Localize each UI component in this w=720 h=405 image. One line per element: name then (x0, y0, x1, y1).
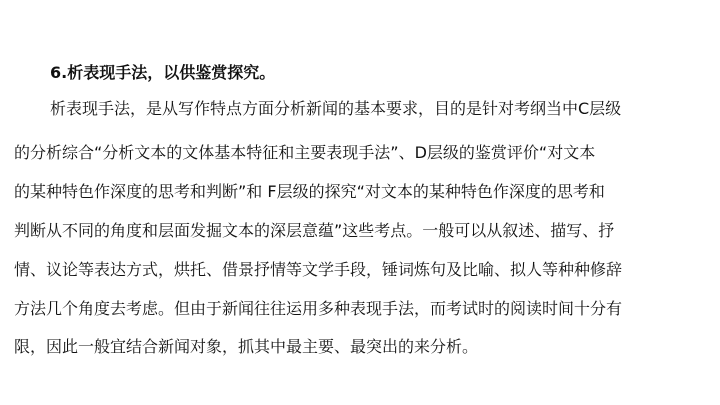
paragraph-line-2: 的分析综合“分析文本的文体基本特征和主要表现手法”、D层级的鉴赏评价“对文本 (14, 143, 596, 162)
paragraph-line-5: 情、议论等表达方式，烘托、借景抒情等文学手段，锤词炼句及比喻、拟人等种种修辞 (14, 260, 623, 279)
paragraph-line-1: 析表现手法，是从写作特点方面分析新闻的基本要求，目的是针对考纲当中C层级 (50, 99, 622, 118)
paragraph-line-3: 的某种特色作深度的思考和判断”和 F层级的探究“对文本的某种特色作深度的思考和 (14, 182, 605, 201)
section-heading: 6.析表现手法，以供鉴赏探究。 (50, 63, 276, 82)
paragraph-line-4: 判断从不同的角度和层面发掘文本的深层意蕴”这些考点。一般可以从叙述、描写、抒 (14, 221, 615, 240)
paragraph-line-7: 限，因此一般宜结合新闻对象，抓其中最主要、最突出的来分析。 (14, 337, 479, 356)
paragraph-line-6: 方法几个角度去考虑。但由于新闻往往运用多种表现手法，而考试时的阅读时间十分有 (14, 299, 623, 318)
